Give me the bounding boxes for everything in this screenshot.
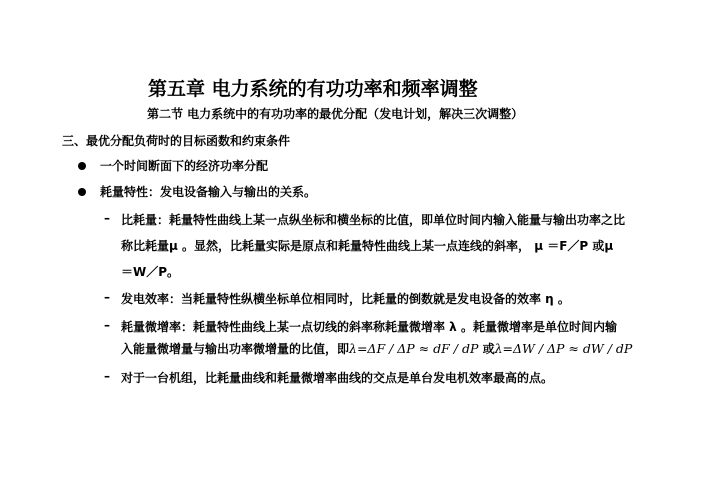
or-text: 或: [482, 342, 495, 356]
consumption-ratio-line3: ＝W／P。: [121, 265, 180, 279]
unit-point-line1: 对于一台机组，比耗量曲线和耗量微增率曲线的交点是单台发电机效率最高的点。: [121, 371, 554, 385]
consumption-ratio-line1: 比耗量：耗量特性曲线上某一点纵坐标和横坐标的比值，即单位时间内输入能量与输出功率之比: [121, 213, 626, 227]
chapter-title: 第五章 电力系统的有功功率和频率调整: [148, 78, 478, 100]
formula-lambda-f: λ=ΔF / ΔP ≈ dF / dP: [349, 341, 479, 356]
incremental-rate-text: 入能量微增量与输出功率微增量的比值，即: [121, 342, 350, 356]
consumption-ratio-line2: 称比耗量μ 。显然，比耗量实际是原点和耗量特性曲线上某一点连线的斜率， μ ＝F／P 或μ: [121, 239, 614, 253]
dash-marker: –: [104, 290, 110, 304]
formula-lambda-w: λ=ΔW / ΔP ≈ dW / dP: [494, 341, 633, 356]
section-subtitle: 第二节 电力系统中的有功功率的最优分配（发电计划，解决三次调整）: [147, 107, 524, 121]
section-heading: 三、最优分配负荷时的目标函数和约束条件: [62, 134, 291, 148]
bullet-item: [78, 157, 268, 174]
efficiency-line1: 发电效率：当耗量特性纵横坐标单位相同时，比耗量的倒数就是发电设备的效率 η 。: [121, 292, 570, 306]
dash-marker: –: [104, 211, 110, 225]
bullet-text: 一个时间断面下的经济功率分配: [100, 159, 269, 173]
incremental-rate-line2: [121, 340, 632, 357]
bullet-dot-icon: [78, 162, 86, 170]
dash-marker: –: [104, 369, 110, 383]
bullet-dot-icon: [78, 188, 86, 196]
dash-marker: –: [104, 318, 110, 332]
incremental-rate-line1: 耗量微增率：耗量特性曲线上某一点切线的斜率称耗量微增率 λ 。耗量微增率是单位时间内输: [121, 320, 617, 334]
bullet-text: 耗量特性：发电设备输入与输出的关系。: [100, 185, 317, 199]
bullet-item: [78, 183, 316, 200]
